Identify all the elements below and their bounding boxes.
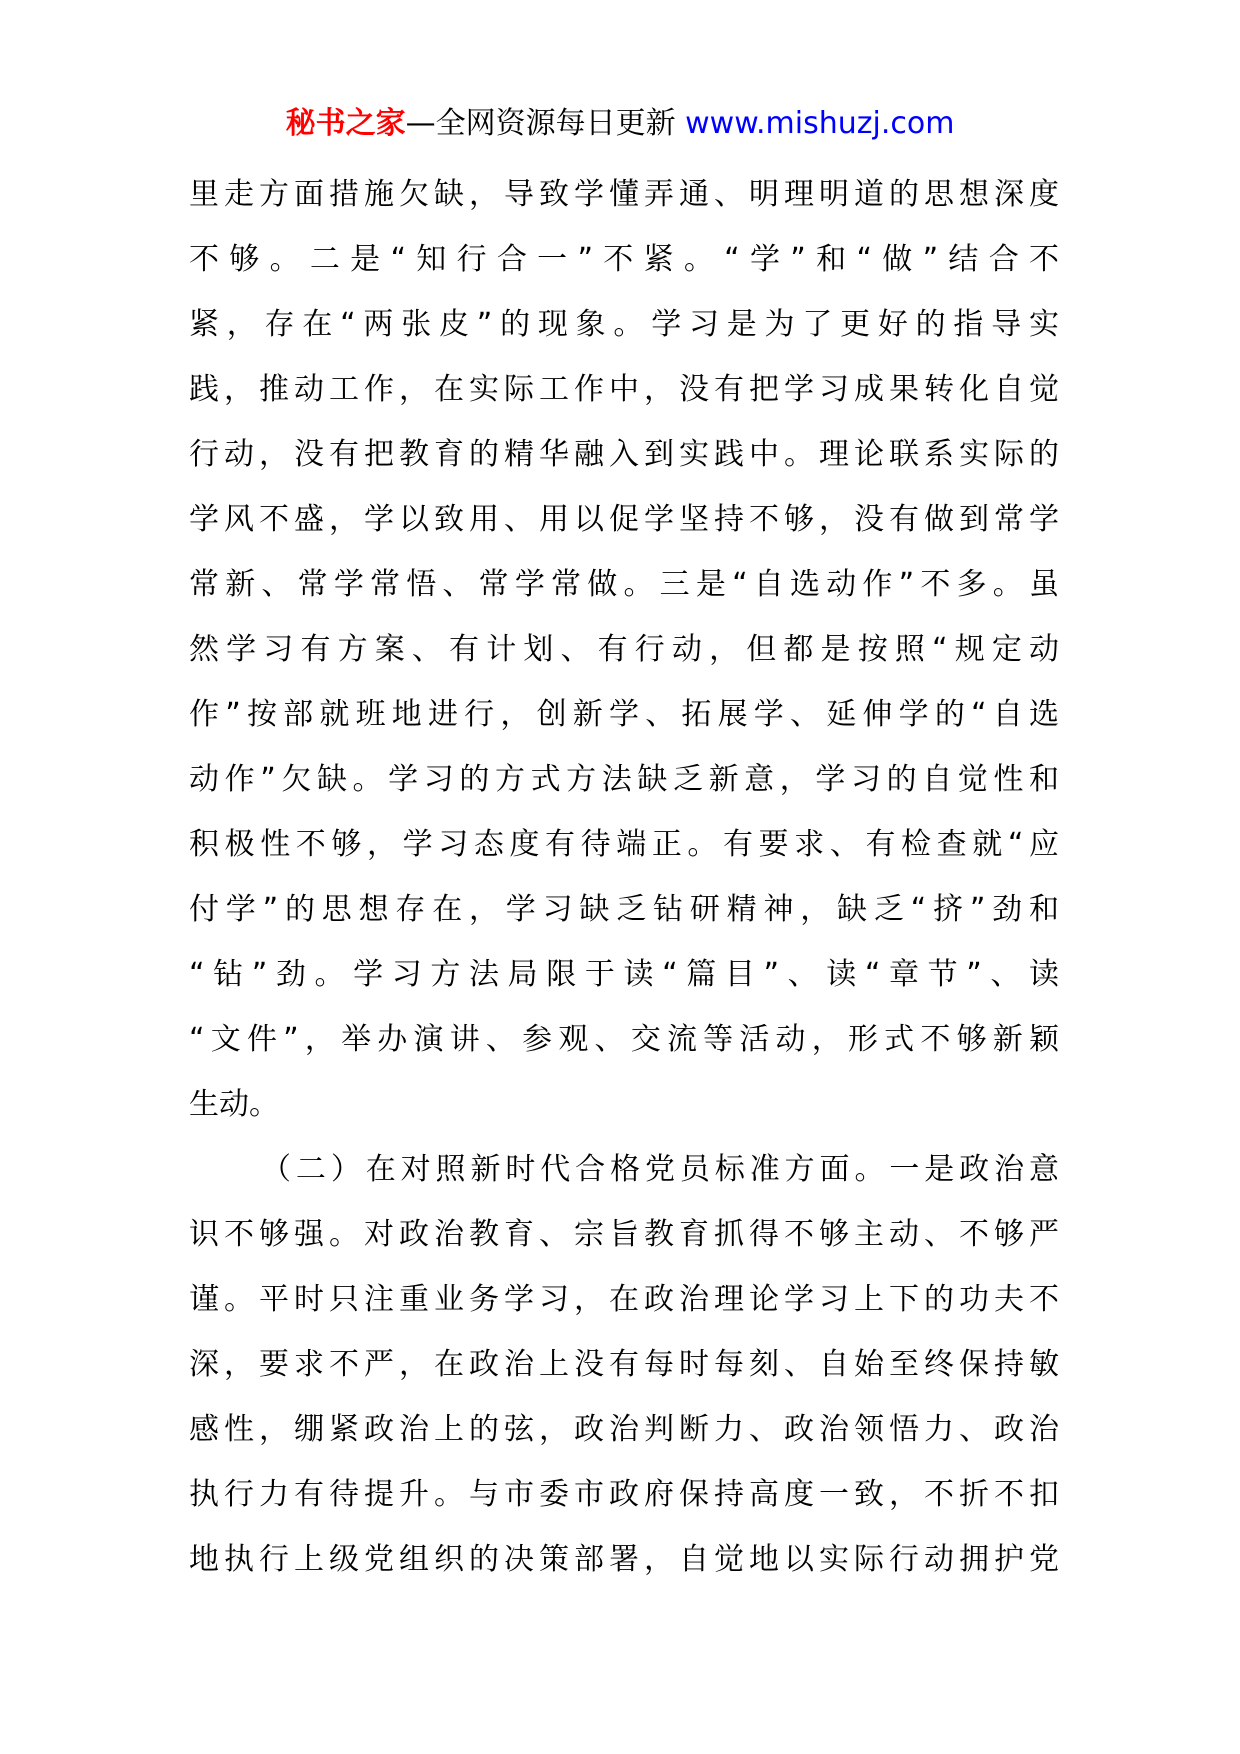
text-line: 执行力有待提升。与市委市政府保持高度一致，不折不扣 [189,1477,1059,1512]
text-line: 行动，没有把教育的精华融入到实践中。理论联系实际的 [189,437,1059,472]
header-url[interactable]: www.mishuzj.com [685,106,955,141]
text-line: 里走方面措施欠缺，导致学懂弄通、明理明道的思想深度 [189,177,1059,212]
text-line: 践，推动工作，在实际工作中，没有把学习成果转化自觉 [189,372,1059,407]
text-line: 谨。平时只注重业务学习，在政治理论学习上下的功夫不 [189,1282,1059,1317]
text-line: 紧，存在“两张皮”的现象。学习是为了更好的指导实 [189,307,1059,342]
text-line: 学风不盛，学以致用、用以促学坚持不够，没有做到常学 [189,502,1059,537]
text-line: 积极性不够，学习态度有待端正。有要求、有检查就“应 [189,827,1059,862]
text-line: 识不够强。对政治教育、宗旨教育抓得不够主动、不够严 [189,1217,1059,1252]
text-line: 作”按部就班地进行，创新学、拓展学、延伸学的“自选 [189,697,1059,732]
text-line: 地执行上级党组织的决策部署，自觉地以实际行动拥护党 [189,1542,1059,1577]
text-line: 感性，绷紧政治上的弦，政治判断力、政治领悟力、政治 [189,1412,1059,1447]
text-line: “文件”，举办演讲、参观、交流等活动，形式不够新颖 [189,1022,1059,1057]
text-line: 然学习有方案、有计划、有行动，但都是按照“规定动 [189,632,1059,667]
section-heading-line: （二）在对照新时代合格党员标准方面。一是政治意 [261,1152,1059,1187]
document-body [189,162,1059,1592]
text-line: 付学”的思想存在，学习缺乏钻研精神，缺乏“挤”劲和 [189,892,1059,927]
header-brand: 秘书之家 [285,106,406,141]
text-line: 常新、常学常悟、常学常做。三是“自选动作”不多。虽 [189,567,1059,602]
text-line: 动作”欠缺。学习的方式方法缺乏新意，学习的自觉性和 [189,762,1059,797]
text-line: 深，要求不严，在政治上没有每时每刻、自始至终保持敏 [189,1347,1059,1382]
header-tagline: —全网资源每日更新 [405,106,676,141]
text-line: “钻”劲。学习方法局限于读“篇目”、读“章节”、读 [189,957,1059,992]
text-line: 不够。二是“知行合一”不紧。“学”和“做”结合不 [189,242,1059,277]
text-line: 生动。 [189,1087,279,1122]
watermark-header [0,100,1240,148]
